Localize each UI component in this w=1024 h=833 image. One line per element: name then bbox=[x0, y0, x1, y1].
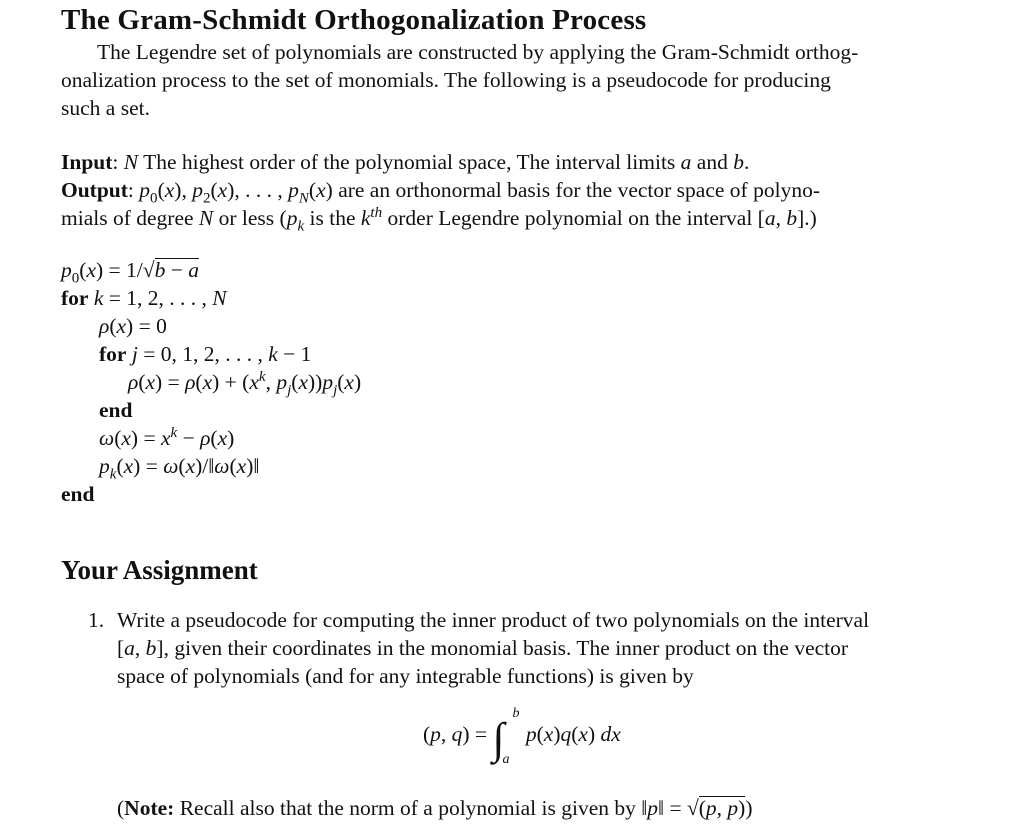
input-label: Input bbox=[61, 150, 113, 174]
pseudocode-line-4: for j = 0, 1, 2, . . . , k − 1 bbox=[99, 342, 312, 366]
pseudocode-line-9: end bbox=[61, 482, 95, 506]
section-title: Your Assignment bbox=[61, 555, 258, 585]
output-line-1: Output: $p_0(x)$, $p_2(x)$, . . . , $p_N(x)$ are an orthonormal basis for the vector space of polyno- bbox=[61, 178, 820, 207]
integral-sign: ∫ bbox=[492, 714, 505, 763]
item-line-2: [a, b], given their coordinates in the monomial basis. The inner product on the vector bbox=[117, 636, 849, 660]
page-title: The Gram-Schmidt Orthogonalization Process bbox=[61, 4, 647, 36]
note-line: (Note: Recall also that the norm of a polynomial is given by ‖p‖ = √(p, p)) bbox=[117, 796, 753, 820]
item-line-1: Write a pseudocode for computing the inner product of two polynomials on the interval bbox=[117, 608, 870, 632]
inner-product-formula: (p, q) = ∫ b a p(x)q(x) dx bbox=[423, 706, 621, 767]
item-number: 1. bbox=[88, 608, 105, 632]
pseudocode-line-8: $p_k(x)$ = ω(x)/‖ω(x)‖ bbox=[99, 454, 260, 483]
output-line-2: mials of degree N or less ($p_k$ is the $k^{th}$ order Legendre polynomial on the interval [a, b].) bbox=[61, 204, 817, 235]
input-line: Input: N The highest order of the polynomial space, The interval limits a and b. bbox=[61, 150, 750, 174]
pseudocode-line-3: ρ(x) = 0 bbox=[99, 314, 167, 338]
pseudocode-line-6: end bbox=[99, 398, 133, 422]
intro-line-3: such a set. bbox=[61, 96, 150, 120]
intro-line-2: onalization process to the set of monomials. The following is a pseudocode for producing bbox=[61, 68, 831, 92]
output-label: Output bbox=[61, 178, 128, 202]
pseudocode-line-2: for k = 1, 2, . . . , N bbox=[61, 286, 227, 310]
item-line-3: space of polynomials (and for any integrable functions) is given by bbox=[117, 664, 694, 688]
intro-line-1: The Legendre set of polynomials are constructed by applying the Gram-Schmidt orthog- bbox=[97, 40, 859, 64]
pseudocode-line-5: $\rho(x) = \rho(x) + (x^k$, $p_j(x))p_j(x)$ bbox=[128, 368, 362, 399]
pseudocode-line-1: $p_0(x) = 1/√b - a$ bbox=[61, 258, 199, 287]
pseudocode-line-7: $\omega(x) = x^k - \rho(x)$ bbox=[99, 424, 235, 450]
